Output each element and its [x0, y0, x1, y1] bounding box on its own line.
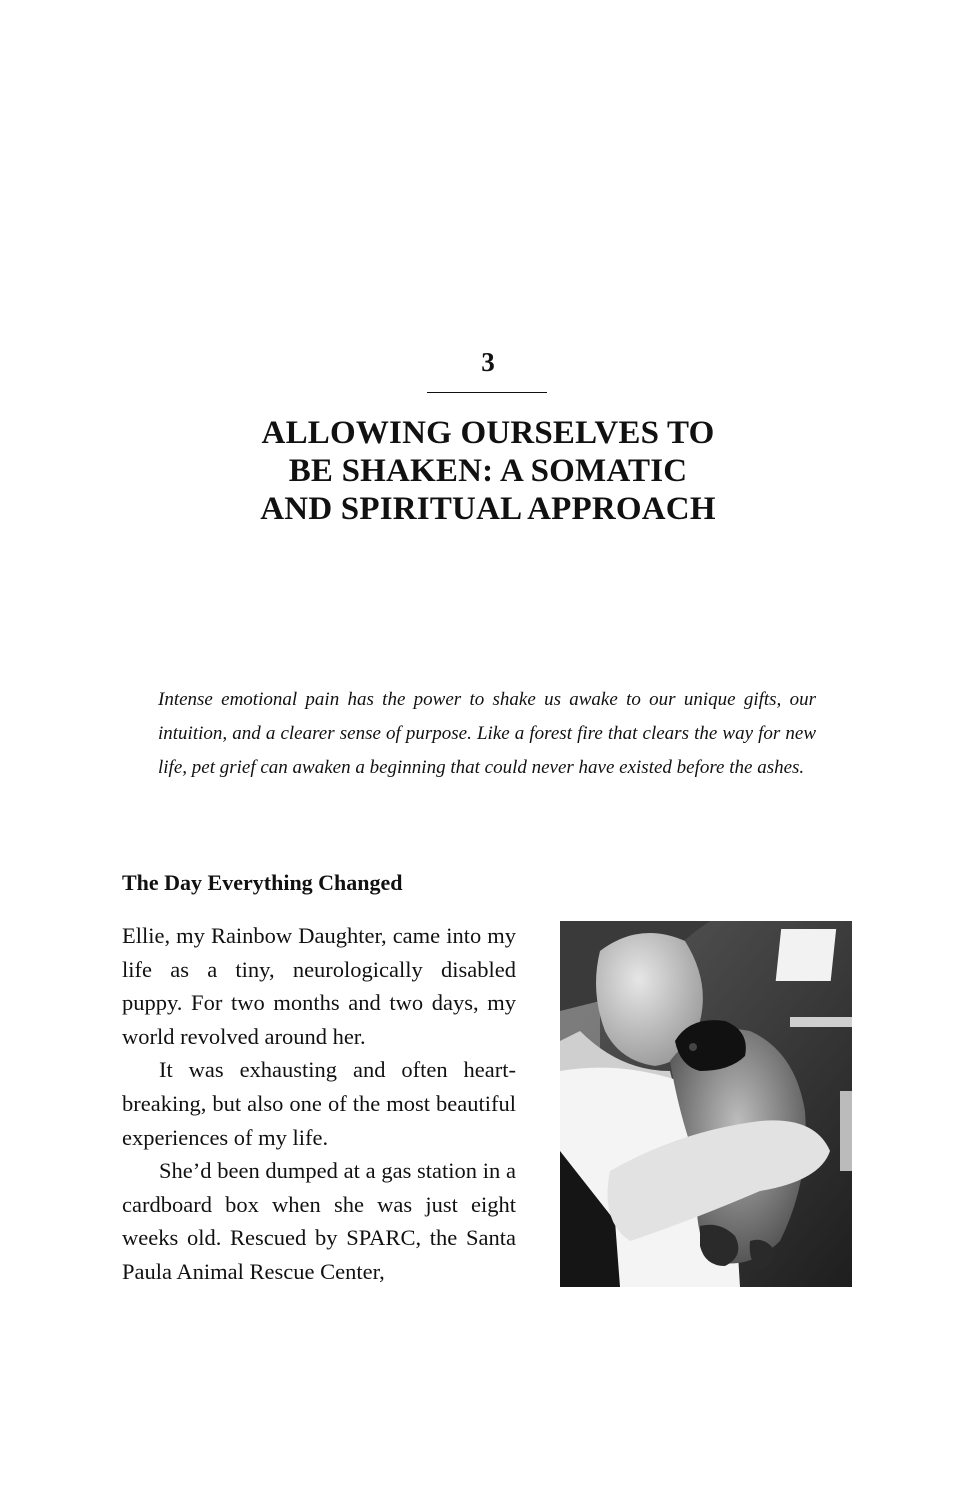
- chapter-number: 3: [481, 347, 495, 377]
- body-paragraph: It was exhausting and often heart-breaking, but also one of the most beautiful experiences of my life.: [122, 1057, 516, 1150]
- section-heading: The Day Everything Changed: [122, 870, 403, 895]
- body-paragraph: She’d been dumped at a gas station in a cardboard box when she was just eight weeks old. Rescued by SPARC, the Santa Paula Animal Rescue Center,: [122, 1158, 516, 1284]
- puppy-eye: [689, 1043, 697, 1051]
- chapter-title-line: ALLOWING OURSELVES TO: [261, 415, 715, 451]
- window-frame: [840, 1091, 852, 1171]
- woman-holding-puppy-photo: [560, 921, 852, 1287]
- chapter-title: [150, 414, 826, 528]
- ceiling-light: [776, 929, 836, 981]
- body-text: [122, 919, 516, 1289]
- wall-beam: [790, 1017, 852, 1027]
- chapter-title-line: BE SHAKEN: A SOMATIC: [288, 453, 688, 489]
- epigraph: Intense emotional pain has the power to shake us awake to our unique gifts, our intuition, and a clearer sense of purpose. Like a forest fire that clears the way for new life, pet grief can awaken a beginning that could never have existed before the ashes.: [158, 689, 816, 778]
- chapter-divider: [427, 392, 547, 393]
- body-paragraph: Ellie, my Rainbow Daughter, came into my life as a tiny, neurologically disabled puppy. For two months and two days, my world revolved around her.: [122, 923, 516, 1049]
- chapter-title-line: AND SPIRITUAL APPROACH: [260, 491, 716, 527]
